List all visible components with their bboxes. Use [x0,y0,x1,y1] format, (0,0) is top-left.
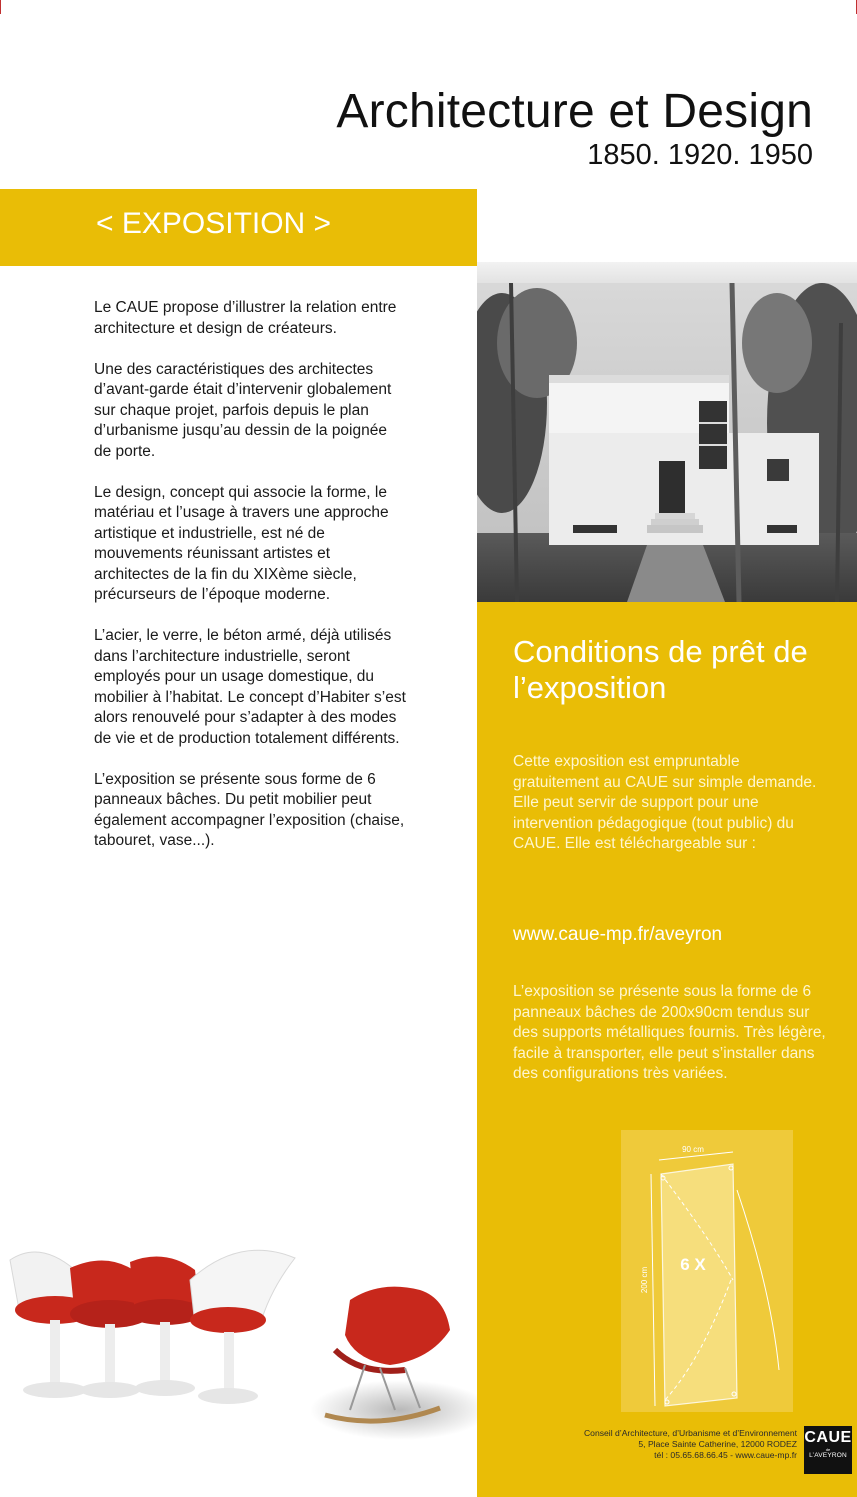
intro-text-column [94,298,406,872]
tulip-chair-right [190,1250,295,1404]
website-link[interactable]: www.caue-mp.fr/aveyron [513,924,723,945]
conditions-loan-text: Cette exposition est empruntable gratuitement au CAUE sur simple demande. Elle peut servir de support pour une intervention pédagogique (tout public) du CAUE. Elle est téléchargeable sur : [513,753,817,852]
footer-contact [497,1428,797,1461]
exposition-band [0,189,477,266]
modernist-house-photo [477,283,857,602]
panel-count-label: 6 X [680,1255,706,1274]
paragraph-materials: L’acier, le verre, le béton armé, déjà utilisés dans l’architecture industrielle, seront employés pour un usage domestique, du mobilier à l’habitat. Le concept d’Habiter s’est alors renouvelé pour s’adapter à des modes de vie et de production totalement différents. [94,627,406,747]
paragraph-intro: Le CAUE propose d’illustrer la relation entre architecture et design de créateurs. [94,299,397,337]
footer-address: 5, Place Sainte Catherine, 12000 RODEZ [638,1439,797,1449]
exposition-label: < EXPOSITION > [96,207,332,240]
crop-mark-left [0,0,1,14]
caue-logo-de: de [825,1447,831,1452]
page-title: Architecture et Design [336,85,813,138]
conditions-panel [477,602,857,1497]
photo-top-shadow [477,262,857,284]
panel-height-label: 200 cm [640,1266,649,1294]
footer-org-name: Conseil d’Architecture, d’Urbanisme et d’Environnement [583,1428,797,1438]
paragraph-design: Le design, concept qui associe la forme, le matériau et l’usage à travers une approche artistique et industrielle, est né de mouvements réunissant artistes et architectes de la fin du XIXème siècle, précurseurs de l’époque moderne. [94,483,389,603]
conditions-format-text: L’exposition se présente sous la forme de 6 panneaux bâches de 200x90cm tendus sur des supports métalliques fournis. Très légère, facile à transporter, elle peut s’installer dans des configurations très variées. [513,983,826,1082]
caue-logo-text: CAUE [804,1429,852,1446]
design-chairs-image [0,1240,477,1470]
paragraph-avant-garde: Une des caractéristiques des architectes d’avant-garde était d’intervenir globalement sur chaque projet, parfois depuis le plan d’urbanisme jusqu’au dessin de la poignée de porte. [94,360,392,460]
tulip-chair-middle-right [127,1257,203,1396]
panel-diagram [621,1130,793,1412]
caue-logo-aveyron: L’AVEYRON [809,1452,847,1459]
panel-width-label: 90 cm [682,1145,704,1154]
caue-logo [804,1426,852,1474]
footer-phone-web: tél : 05.65.68.66.45 - www.caue-mp.fr [654,1450,797,1460]
page-subtitle-dates: 1850. 1920. 1950 [587,139,813,171]
paragraph-panels: L’exposition se présente sous forme de 6 panneaux bâches. Du petit mobilier peut également accompagner l’exposition (chaise, tabouret, vase...). [94,770,405,849]
conditions-title: Conditions de prêt de l’exposition [513,634,808,705]
